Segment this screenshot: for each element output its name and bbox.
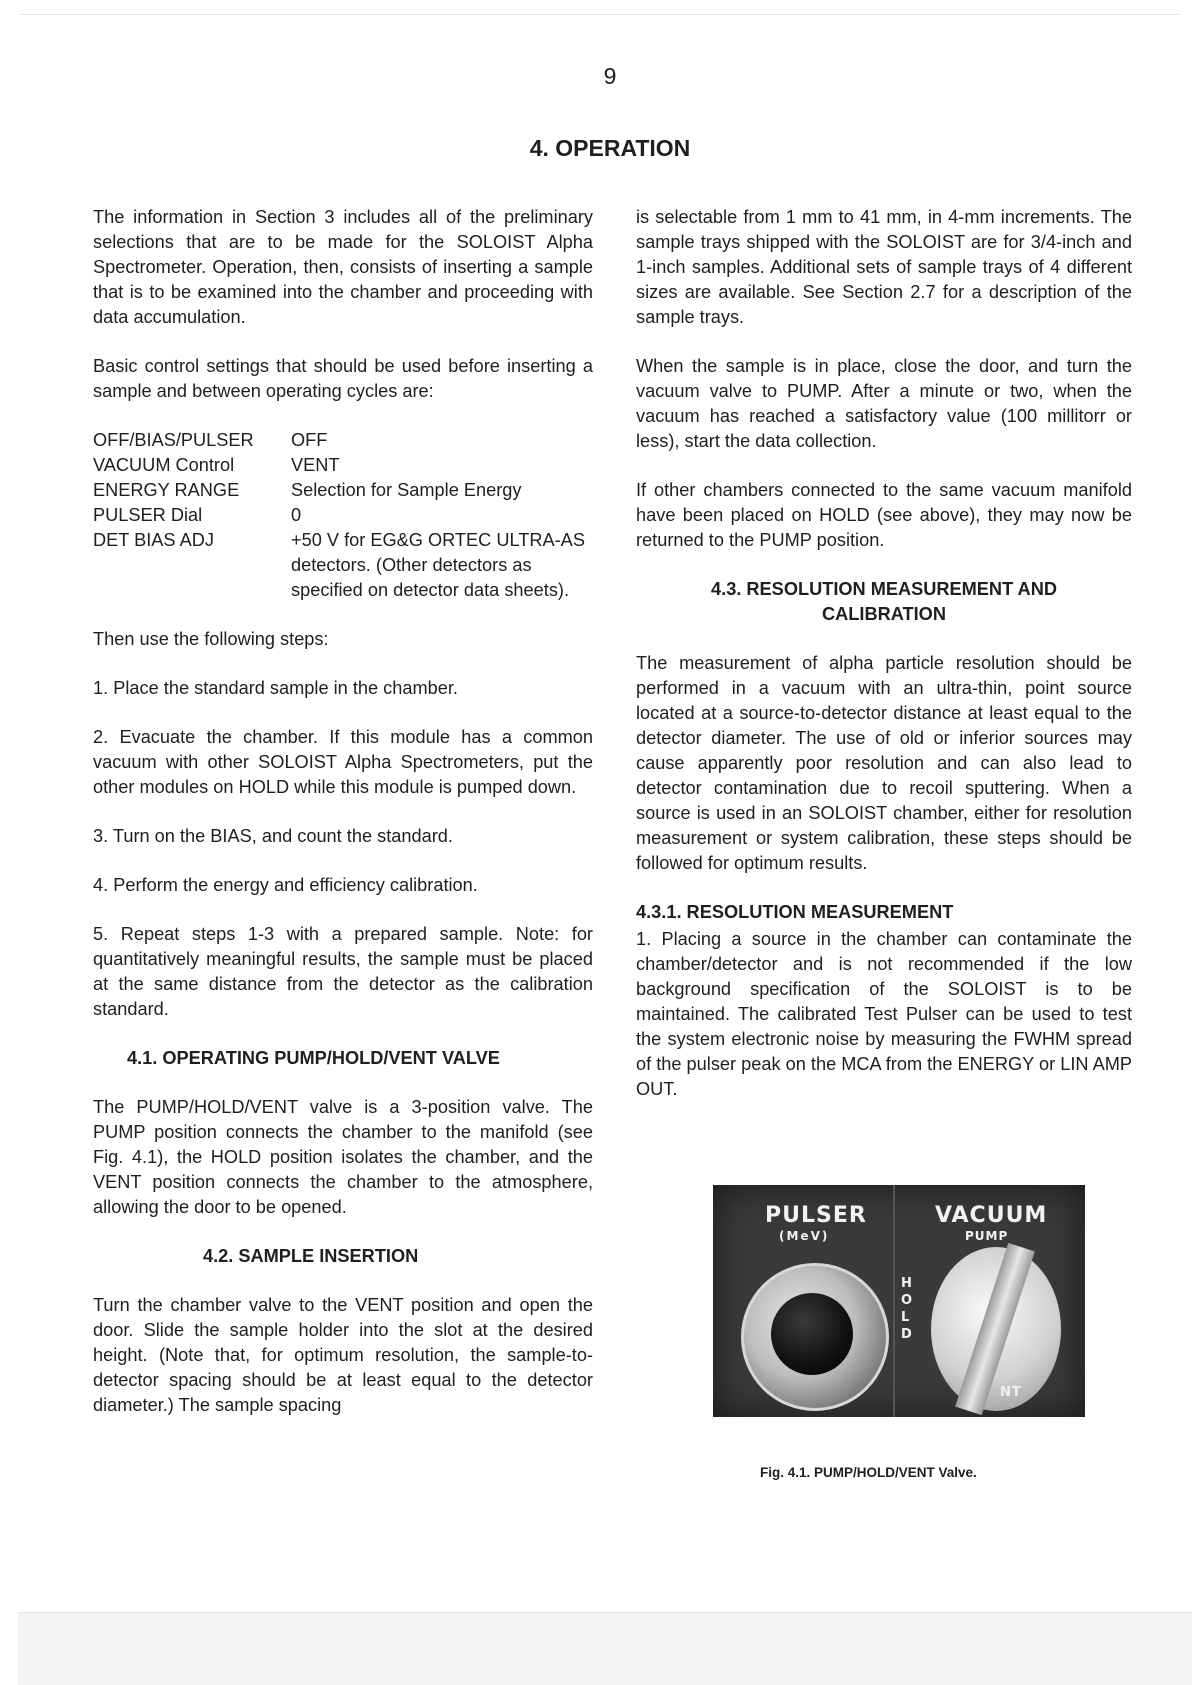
section-4-3-paragraph: The measurement of alpha particle resolution should be performed in a vacuum with an ultra-thin, point source located at a source-to-detector distance at least equal to the detector diameter. The use of old or inferior sources may cause apparently poor resolution and can also lead to detector contamination due to recoil sputtering. When a source is used in an SOLOIST chamber, either for resolution measurement or system calibration, these steps should be followed for optimum results. [636, 653, 1132, 873]
step-item: 1. Place the standard sample in the chamber. [93, 678, 458, 698]
setting-key: VACUUM Control [93, 455, 235, 475]
setting-key: DET BIAS ADJ [93, 530, 214, 550]
setting-key: ENERGY RANGE [93, 480, 240, 500]
hold-label: HOLD [901, 1276, 914, 1342]
section-heading-4-2: 4.2. SAMPLE INSERTION [203, 1246, 419, 1266]
scan-bottom-band [18, 1612, 1192, 1685]
right-column [636, 205, 1132, 1126]
panel-divider [893, 1185, 895, 1417]
step-item: 5. Repeat steps 1-3 with a prepared sample. Note: for quantitatively meaningful results, the sample must be placed at the same distance from the detector as the calibration standard. [93, 924, 593, 1019]
top-rule [20, 14, 1180, 15]
section-heading-4-3-line2: CALIBRATION [822, 604, 946, 624]
setting-value: Selection for Sample Energy [291, 480, 522, 500]
setting-key: PULSER Dial [93, 505, 203, 525]
section-4-3-1-paragraph: 1. Placing a source in the chamber can contaminate the chamber/detector and is not recommended if the low background specification of the SOLOIST is to be maintained. The calibrated Test Pulser can be used to test the system electronic noise by measuring the FWHM spread of the pulser peak on the MCA from the ENERGY or LIN AMP OUT. [636, 929, 1133, 1099]
vent-label: NT [1000, 1385, 1022, 1400]
setting-row [93, 503, 593, 528]
setting-value: OFF [291, 430, 328, 450]
vacuum-paragraph: When the sample is in place, close the door, and turn the vacuum valve to PUMP. After a minute or two, when the vacuum has reached a satisfactory value (100 millitorr or less), start the data collection. [636, 356, 1132, 451]
step-item: 4. Perform the energy and efficiency calibration. [93, 875, 478, 895]
section-heading-4-3-line1: 4.3. RESOLUTION MEASUREMENT AND [711, 579, 1057, 599]
intro-paragraph: The information in Section 3 includes all of the preliminary selections that are to be made for the SOLOIST Alpha Spectrometer. Operation, then, consists of inserting a sample that is to be examined into the chamber and proceeding with data accumulation. [93, 207, 593, 327]
figure-caption: Fig. 4.1. PUMP/HOLD/VENT Valve. [760, 1465, 977, 1480]
left-column [93, 205, 593, 1442]
setting-value: VENT [291, 455, 340, 475]
setting-row [93, 478, 593, 503]
pump-label: PUMP [965, 1229, 1009, 1243]
setting-value: +50 V for EG&G ORTEC ULTRA-AS detectors. (Other detectors as specified on detector data sheets). [291, 530, 585, 600]
section-heading-4-3-1: 4.3.1. RESOLUTION MEASUREMENT [636, 902, 954, 922]
continuation-paragraph: is selectable from 1 mm to 41 mm, in 4-mm increments. The sample trays shipped with the SOLOIST are for 3/4-inch and 1-inch samples. Additional sets of sample trays of 4 different sizes are available. See Section 2.7 for a description of the sample trays. [636, 207, 1132, 327]
steps-intro: Then use the following steps: [93, 629, 329, 649]
section-4-2-paragraph: Turn the chamber valve to the VENT position and open the door. Slide the sample holder into the slot at the desired height. (Note that, for optimum resolution, the sample-to-detector spacing should be at least equal to the detector diameter.) The sample spacing [93, 1295, 593, 1415]
section-heading-4-1: 4.1. OPERATING PUMP/HOLD/VENT VALVE [127, 1048, 500, 1068]
setting-row [93, 428, 593, 453]
pulser-label: PULSER [765, 1203, 867, 1228]
setting-row [93, 528, 593, 603]
section-4-1-paragraph: The PUMP/HOLD/VENT valve is a 3-position valve. The PUMP position connects the chamber to the manifold (see Fig. 4.1), the HOLD position isolates the chamber, and the VENT position connects the chamber to the atmosphere, allowing the door to be opened. [93, 1097, 593, 1217]
basic-settings-intro: Basic control settings that should be used before inserting a sample and between operating cycles are: [93, 356, 593, 401]
settings-list [93, 428, 593, 603]
setting-row [93, 453, 593, 478]
valve-photo [713, 1185, 1085, 1417]
page-number: 9 [603, 63, 617, 89]
pulser-dial-knob [771, 1293, 853, 1375]
step-item: 2. Evacuate the chamber. If this module has a common vacuum with other SOLOIST Alpha Spectrometers, put the other modules on HOLD while this module is pumped down. [93, 727, 593, 797]
mev-label: (MeV) [779, 1229, 830, 1243]
setting-key: OFF/BIAS/PULSER [93, 430, 254, 450]
page-title: 4. OPERATION [529, 135, 691, 161]
setting-value: 0 [291, 505, 302, 525]
vacuum-label: VACUUM [935, 1203, 1048, 1228]
step-item: 3. Turn on the BIAS, and count the standard. [93, 826, 453, 846]
other-chambers-paragraph: If other chambers connected to the same vacuum manifold have been placed on HOLD (see above), they may now be returned to the PUMP position. [636, 480, 1132, 550]
